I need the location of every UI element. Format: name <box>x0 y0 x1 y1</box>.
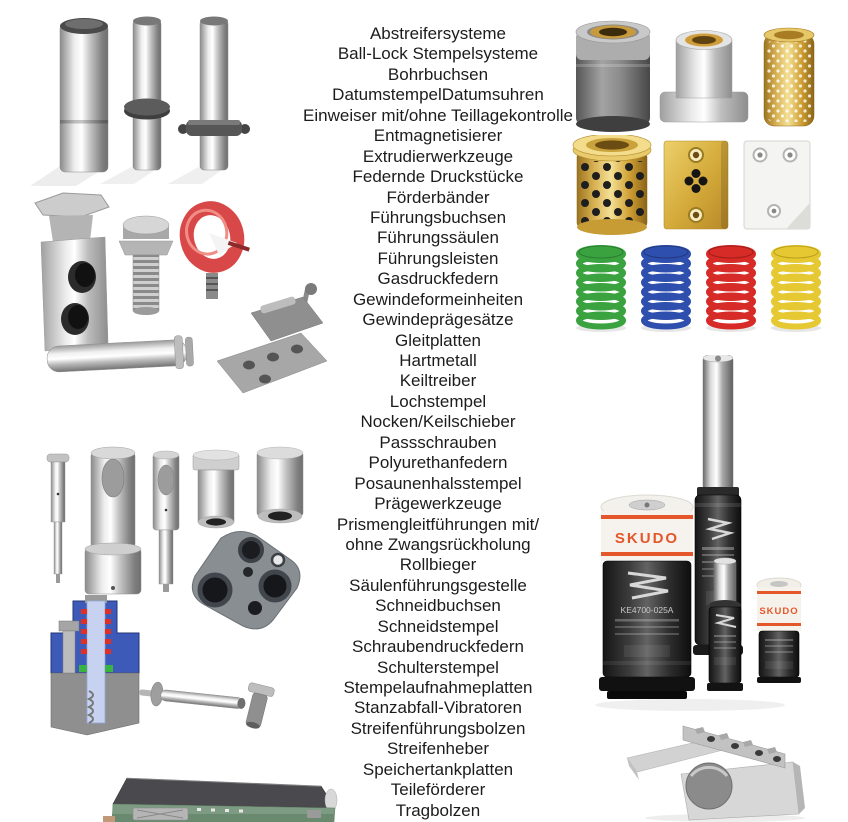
category-line: Teileförderer <box>390 780 486 800</box>
shoulder-screw <box>119 216 173 315</box>
category-line: Säulenführungsgestelle <box>349 575 527 595</box>
category-line: Schneidstempel <box>377 616 499 636</box>
category-line: Stanzabfall-Vibratoren <box>354 698 522 718</box>
die-springs-image <box>568 240 830 335</box>
die-spring-red <box>706 246 756 332</box>
category-line: Führungssäulen <box>377 228 499 248</box>
category-line: Entmagnetisierer <box>373 126 503 146</box>
wear-plate-white <box>744 141 810 229</box>
conveyor-belt <box>103 778 337 822</box>
category-line: Schraubendruckfedern <box>351 637 524 657</box>
category-line: Passschrauben <box>379 432 497 452</box>
graphite-plate-gold <box>664 141 728 229</box>
category-list <box>268 24 608 821</box>
category-line: Speichertankplatten <box>362 759 514 779</box>
gas-springs-image <box>590 355 805 715</box>
ejector-pin <box>138 680 247 715</box>
roll-bender-image <box>625 722 815 822</box>
category-line: Gleitplatten <box>395 330 481 350</box>
category-line: Gewindeprägesätze <box>362 310 514 330</box>
category-line: Tragbolzen <box>395 800 481 820</box>
category-line: Rollbieger <box>399 555 477 575</box>
conveyor-belt-image <box>85 772 340 822</box>
hardware-parts-image <box>5 185 330 405</box>
guide-pillars-image <box>30 8 260 188</box>
category-line: Keiltreiber <box>399 371 477 391</box>
demountable-bushing <box>576 21 650 132</box>
category-line: Gewindeformeinheiten <box>352 289 524 309</box>
graphite-bushing <box>573 135 651 235</box>
category-line: Führungsbuchsen <box>369 207 507 227</box>
category-line: Nocken/Keilschieber <box>360 412 516 432</box>
category-line: Streifenheber <box>386 739 490 759</box>
punch-large <box>85 447 141 594</box>
category-line: Lochstempel <box>389 391 487 411</box>
category-line: ohne Zwangsrückholung <box>345 534 531 554</box>
guide-pillar-flanged <box>124 17 170 171</box>
gas-spring-small <box>757 578 801 683</box>
gas-spring-model-label: KE4700-025A <box>620 605 674 615</box>
category-line: Ball-Lock Stempelsysteme <box>337 44 539 64</box>
guide-pillar-large <box>60 18 108 172</box>
category-line: Posaunenhalsstempel <box>354 473 522 493</box>
flanged-bushing <box>660 31 748 123</box>
ball-cage <box>764 28 814 126</box>
category-line: Prismengleitführungen mit/ <box>336 514 540 534</box>
category-line: Einweiser mit/ohne Teillagekontrolle <box>303 105 573 125</box>
category-line: Schneidbuchsen <box>375 596 501 616</box>
skudo-label-large: SKUDO <box>614 530 680 547</box>
guide-pillar-clamped <box>178 17 250 171</box>
clamp-bracket <box>217 283 327 393</box>
punch-medium <box>153 451 179 592</box>
roll-bender-tool <box>627 726 805 822</box>
wear-plates-image <box>568 135 823 237</box>
punch-thin <box>47 454 69 583</box>
lifting-eye-bolt <box>181 203 250 299</box>
category-line: Stempelaufnahmeplatten <box>343 678 533 697</box>
category-line: Förderbänder <box>386 187 490 207</box>
category-line: Hartmetall <box>399 351 477 370</box>
category-line: Extrudierwerkzeuge <box>362 146 514 166</box>
category-line: Schulterstempel <box>377 657 499 677</box>
die-spring-blue <box>641 246 691 332</box>
category-line: DatumstempelDatumsuhren <box>332 85 544 105</box>
category-line: Gasdruckfedern <box>377 269 499 289</box>
category-line: Streifenführungsbolzen <box>350 718 526 738</box>
category-line: Polyurethanfedern <box>368 453 508 473</box>
category-line: Bohrbuchsen <box>387 64 489 84</box>
category-line: Abstreifersysteme <box>369 24 507 43</box>
bushings-image <box>568 18 823 133</box>
gas-spring-large <box>599 495 695 699</box>
skudo-label-small: SKUDO <box>759 606 799 617</box>
bushing-capped <box>193 450 239 528</box>
category-line: Prägewerkzeuge <box>374 494 502 514</box>
die-spring-green <box>576 246 626 332</box>
category-line: Federnde Druckstücke <box>352 167 524 187</box>
cross-section-model <box>51 595 139 735</box>
bushing-plain <box>257 447 303 523</box>
mount-block <box>35 193 109 351</box>
cad-cross-section-image <box>45 595 295 745</box>
die-spring-yellow <box>771 246 821 332</box>
category-line: Führungsleisten <box>377 248 499 268</box>
